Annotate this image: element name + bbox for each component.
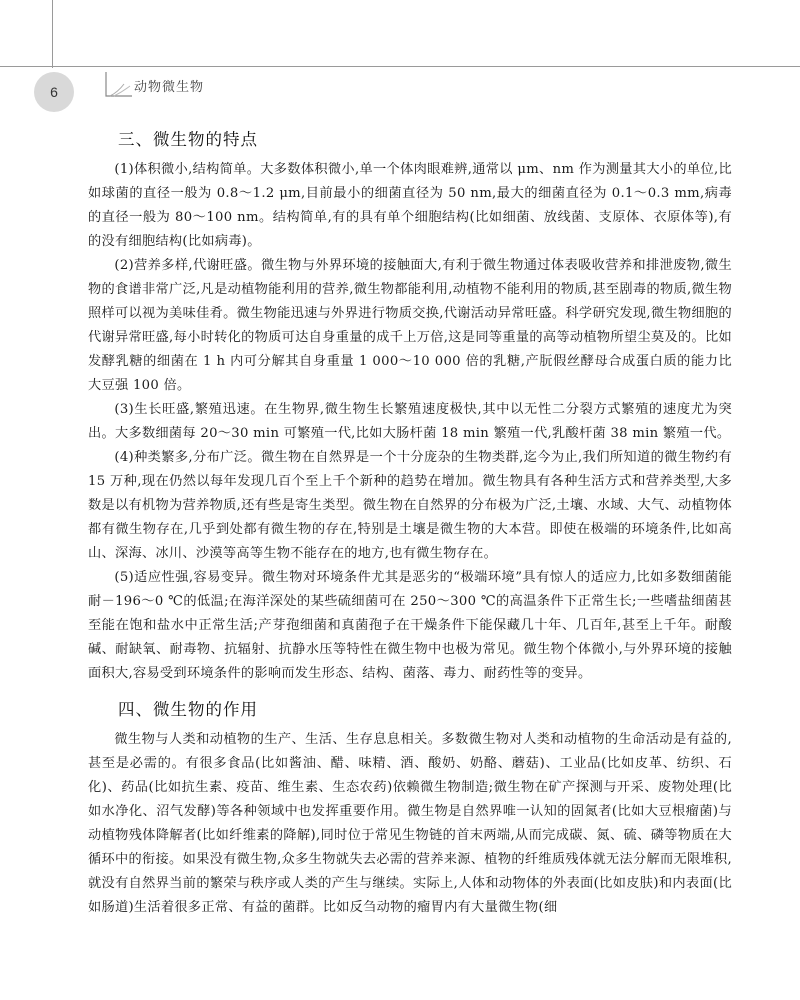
section-heading: 四、微生物的作用 (118, 700, 258, 719)
page-body (88, 118, 732, 920)
paragraph: (2)营养多样,代谢旺盛。微生物与外界环境的接触面大,有利于微生物通过体表吸收营养和排泄废物,微生物的食谱非常广泛,凡是动植物能利用的营养,微生物都能利用,动植物不能利用的物质,甚至剧毒的物质,微生物照样可以视为美味佳肴。微生物能迅速与外界进行物质交换,代谢活动异常旺盛。科学研究发现,微生物细胞的代谢异常旺盛,每小时转化的物质可达自身重量的成千上万倍,这是同等重量的高等动植物所望尘莫及的。比如发酵乳糖的细菌在 1 h 内可分解其自身重量 1 000～10 000 倍的乳糖,产朊假丝酵母合成蛋白质的能力比大豆强 100 倍。 (88, 258, 732, 393)
section-heading: 三、微生物的特点 (118, 130, 258, 149)
paragraph: (1)体积微小,结构简单。大多数体积微小,单一个体肉眼难辨,通常以 μm、nm 作为测量其大小的单位,比如球菌的直径一般为 0.8～1.2 μm,目前最小的细菌直径为 50 nm,最大的细菌直径为 0.1～0.3 mm,病毒的直径一般为 80～100 nm。结构简单,有的具有单个细胞结构(比如细菌、放线菌、支原体、衣原体等),有的没有细胞结构(比如病毒)。 (88, 162, 732, 249)
page-number: 6 (34, 72, 74, 112)
paragraph: (5)适应性强,容易变异。微生物对环境条件尤其是恶劣的“极端环境”具有惊人的适应力,比如多数细菌能耐－196～0 ℃的低温;在海洋深处的某些硫细菌可在 250～300 ℃的高温条件下正常生长;一些嗜盐细菌甚至能在饱和盐水中正常生活;产芽孢细菌和真菌孢子在干燥条件下能保藏几十年、几百年,甚至上千年。耐酸碱、耐缺氧、耐毒物、抗辐射、抗静水压等特性在微生物中也极为常见。微生物个体微小,与外界环境的接触面积大,容易受到环境条件的影响而发生形态、结构、菌落、毒力、耐药性等的变异。 (88, 570, 732, 681)
header-vertical-rule (52, 0, 53, 68)
header-rule (0, 66, 800, 67)
paragraph: (4)种类繁多,分布广泛。微生物在自然界是一个十分庞杂的生物类群,迄今为止,我们所知道的微生物约有 15 万种,现在仍然以每年发现几百个至上千个新种的趋势在增加。微生物具有各种生活方式和营养类型,大多数是以有机物为营养物质,还有些是寄生类型。微生物在自然界的分布极为广泛,土壤、水域、大气、动植物体都有微生物存在,几乎到处都有微生物的存在,特别是土壤是微生物的大本营。即使在极端的环境条件,比如高山、深海、冰川、沙漠等高等生物不能存在的地方,也有微生物存在。 (88, 450, 732, 561)
running-title: 动物微生物 (134, 80, 205, 95)
paragraph: (3)生长旺盛,繁殖迅速。在生物界,微生物生长繁殖速度极快,其中以无性二分裂方式繁殖的速度尤为突出。大多数细菌每 20～30 min 可繁殖一代,比如大肠杆菌 18 min 繁殖一代,乳酸杆菌 38 min 繁殖一代。 (88, 402, 732, 441)
paragraph: 微生物与人类和动植物的生产、生活、生存息息相关。多数微生物对人类和动植物的生命活动是有益的,甚至是必需的。有很多食品(比如酱油、醋、味精、酒、酸奶、奶酪、蘑菇)、工业品(比如皮革、纺织、石化)、药品(比如抗生素、疫苗、维生素、生态农药)依赖微生物制造;微生物在矿产探测与开采、废物处理(比如水净化、沼气发酵)等各种领域中也发挥重要作用。微生物是自然界唯一认知的固氮者(比如大豆根瘤菌)与动植物残体降解者(比如纤维素的降解),同时位于常见生物链的首末两端,从而完成碳、氮、硫、磷等物质在大循环中的衔接。如果没有微生物,众多生物就失去必需的营养来源、植物的纤维质残体就无法分解而无限堆积,就没有自然界当前的繁荣与秩序或人类的产生与继续。实际上,人体和动物体的外表面(比如皮肤)和内表面(比如肠道)生活着很多正常、有益的菌群。比如反刍动物的瘤胃内有大量微生物(细 (88, 732, 732, 915)
header-corner-decoration-icon (104, 70, 134, 100)
